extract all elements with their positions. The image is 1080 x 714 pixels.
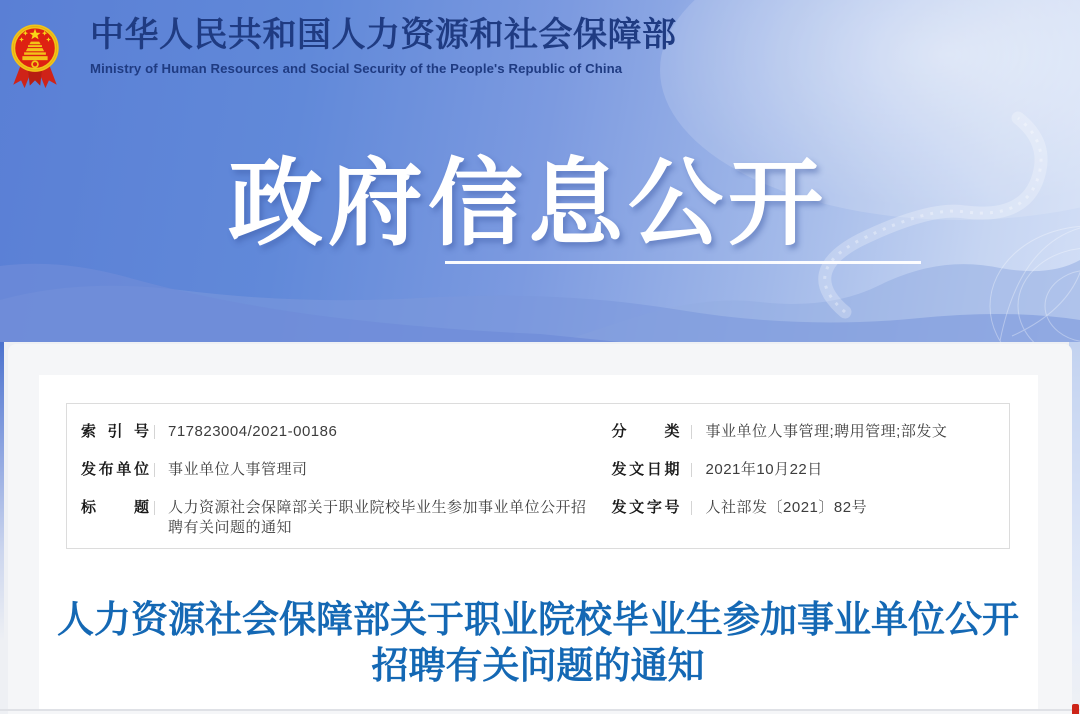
content-area xyxy=(0,342,1080,714)
meta-value-publishing-department: 事业单位人事管理司 xyxy=(168,461,308,478)
meta-row-document-title xyxy=(67,486,595,542)
page-title: 政府信息公开 xyxy=(227,151,828,257)
bottom-hairline xyxy=(0,709,1080,711)
meta-column-right xyxy=(595,410,1009,548)
meta-column-left xyxy=(67,410,595,548)
title-underline xyxy=(445,261,921,264)
national-emblem-icon xyxy=(8,16,62,96)
meta-divider xyxy=(154,463,155,477)
banner xyxy=(0,0,1080,342)
doc-meta-table xyxy=(66,403,1010,549)
meta-value-category: 事业单位人事管理;聘用管理;部发文 xyxy=(705,423,948,440)
ministry-name-cn: 中华人民共和国人力资源和社会保障部 xyxy=(90,16,677,54)
meta-value-document-title: 人力资源社会保障部关于职业院校毕业生参加事业单位公开招聘有关问题的通知 xyxy=(168,499,587,536)
document-panel xyxy=(39,375,1038,711)
content-card xyxy=(8,344,1072,714)
meta-divider xyxy=(154,501,155,515)
meta-label-index-number: 索引号 xyxy=(81,423,149,440)
meta-label-document-title: 标题 xyxy=(81,499,149,516)
ministry-header-link[interactable] xyxy=(8,13,677,96)
ministry-name-en: Ministry of Human Resources and Social Security of the People's Republic of China xyxy=(90,61,623,77)
meta-value-issue-date: 2021年10月22日 xyxy=(705,461,823,478)
clipped-red-decoration xyxy=(1072,704,1079,714)
ministry-names xyxy=(90,13,677,76)
meta-row-index-number xyxy=(67,410,595,448)
meta-value-index-number: 717823004/2021-00186 xyxy=(168,423,338,440)
meta-label-issue-date: 发文日期 xyxy=(611,461,680,478)
article-title: 人力资源社会保障部关于职业院校毕业生参加事业单位公开招聘有关问题的通知 xyxy=(57,599,1019,686)
meta-row-publishing-department xyxy=(67,448,595,486)
meta-row-category xyxy=(595,410,1009,448)
meta-label-publishing-department: 发布单位 xyxy=(81,461,149,478)
meta-divider xyxy=(691,425,692,439)
meta-divider xyxy=(154,425,155,439)
meta-row-issue-date xyxy=(595,448,1009,486)
meta-label-category: 分类 xyxy=(611,423,680,440)
left-edge-gradient xyxy=(0,342,4,642)
meta-label-document-number: 发文字号 xyxy=(611,499,680,516)
meta-divider xyxy=(691,501,692,515)
meta-divider xyxy=(691,463,692,477)
meta-value-document-number: 人社部发〔2021〕82号 xyxy=(705,499,868,516)
meta-row-document-number xyxy=(595,486,1009,524)
